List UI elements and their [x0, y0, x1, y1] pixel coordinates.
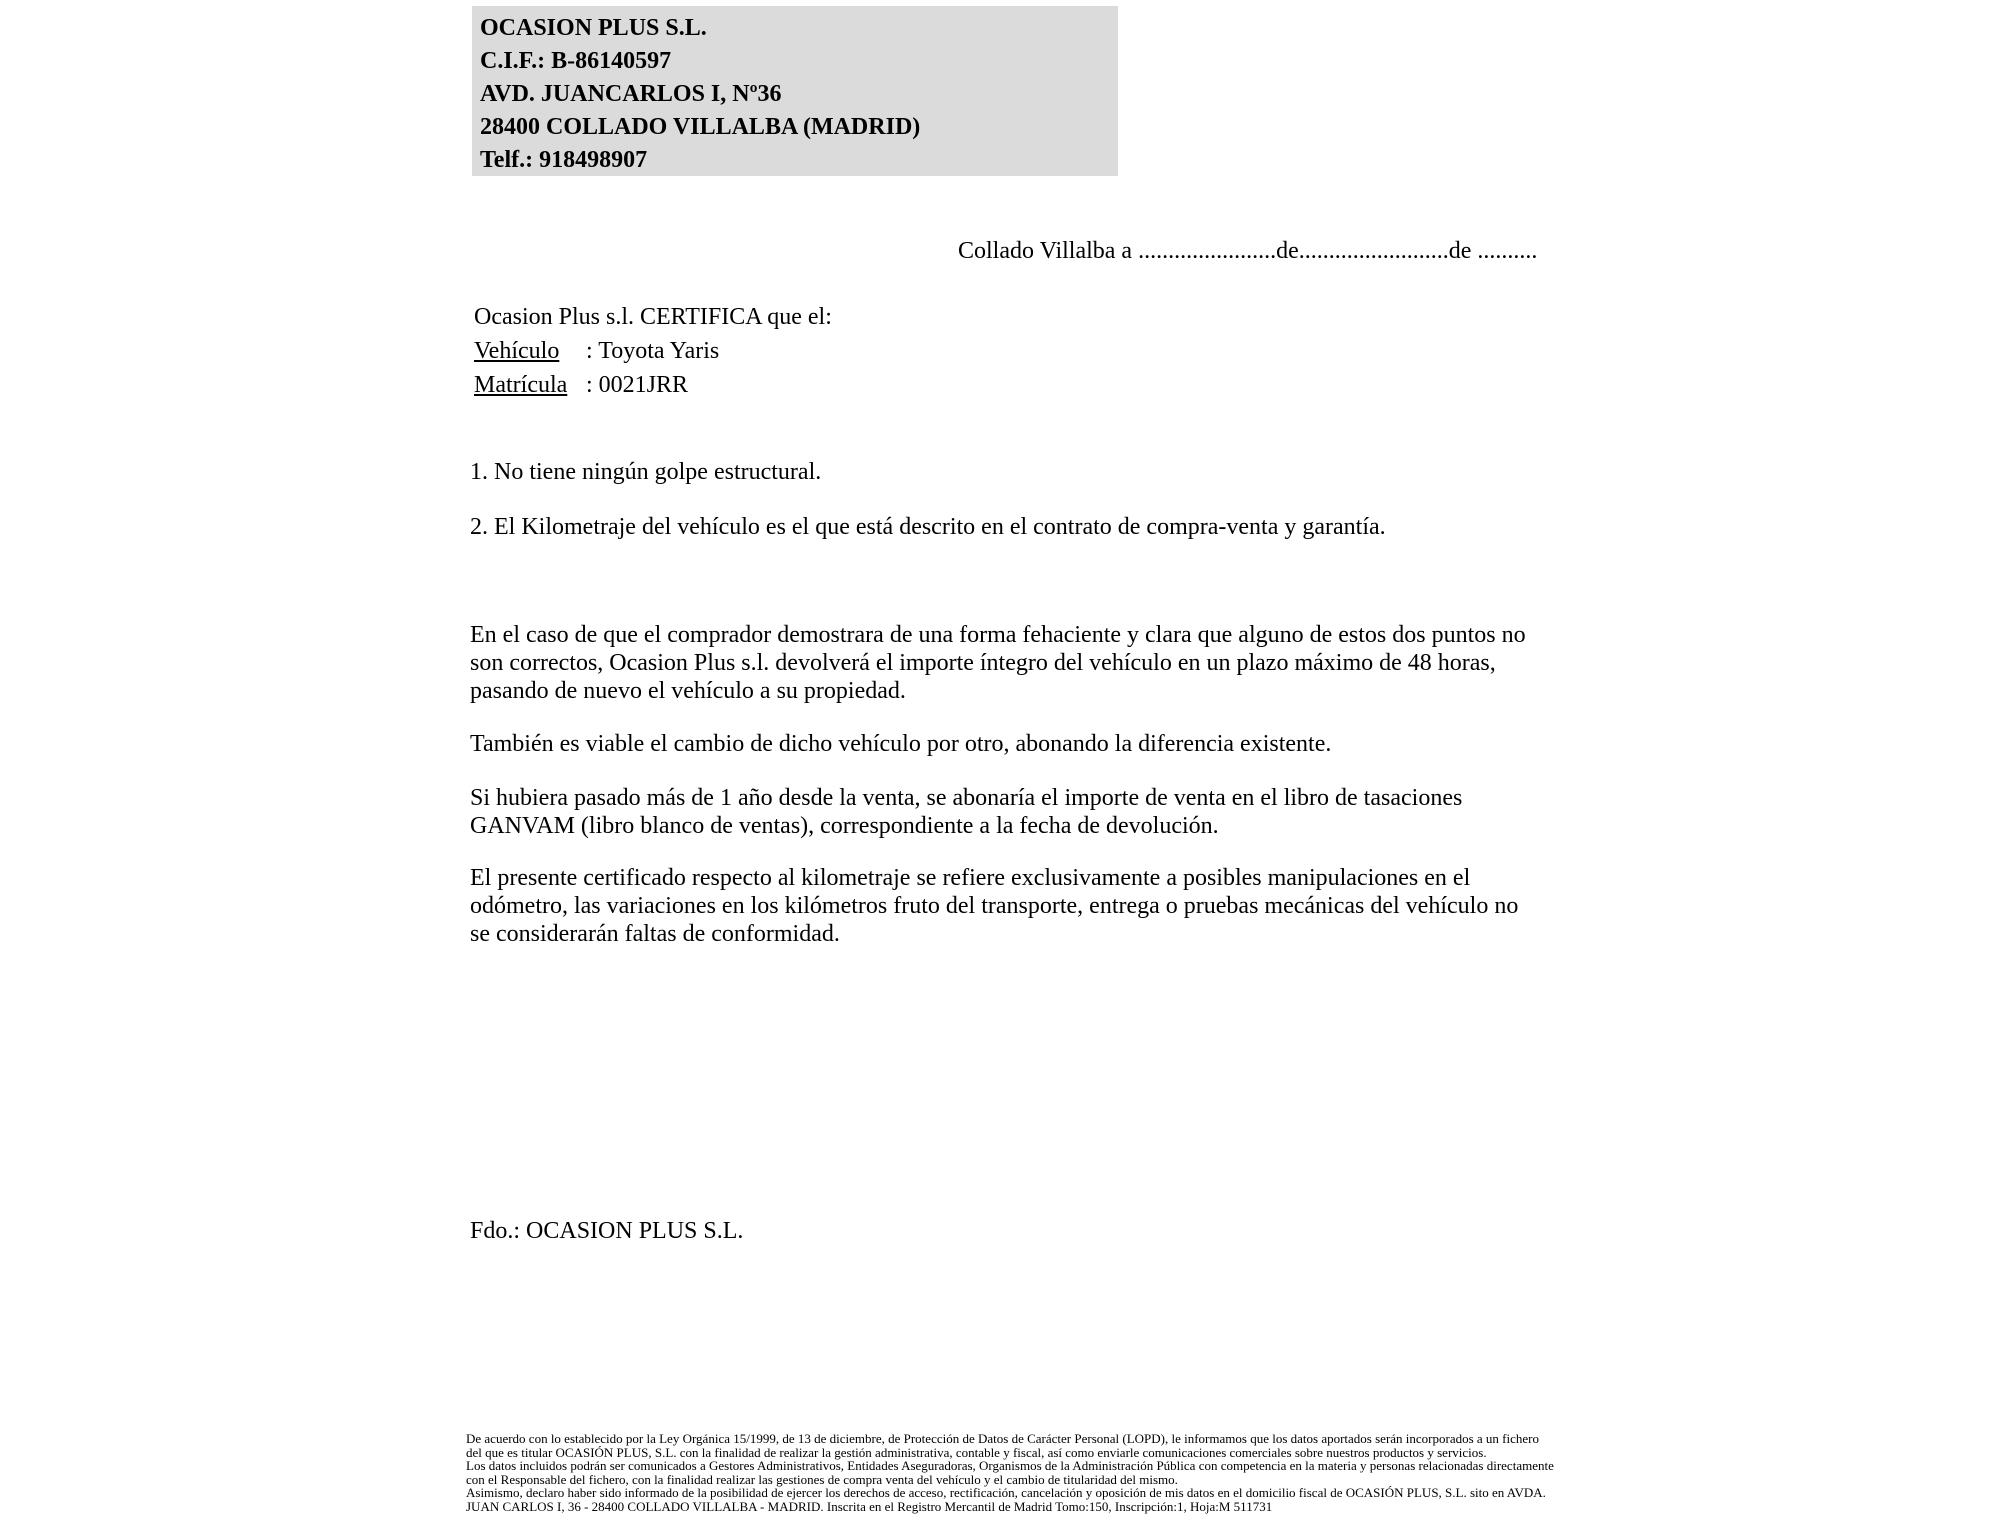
certified-point-1: 1. No tiene ningún golpe estructural. [470, 459, 822, 485]
certify-block [474, 300, 832, 402]
company-phone: Telf.: 918498907 [480, 147, 648, 173]
certified-point-2: 2. El Kilometraje del vehículo es el que está descrito en el contrato de compra-venta y garantía. [470, 514, 1386, 540]
date-line: Collado Villalba a .......................de.........................de .......... [958, 238, 1538, 264]
paragraph-ganvam-valuation: Si hubiera pasado más de 1 año desde la venta, se abonaría el importe de venta en el libro de tasaciones GANVAM (libro blanco de ventas), correspondiente a la fecha de devolución. [470, 785, 1463, 839]
paragraph-odometer-disclaimer: El presente certificado respecto al kilometraje se refiere exclusivamente a posibles manipulaciones en el odómetro, las variaciones en los kilómetros fruto del transporte, entrega o pruebas mecánicas del vehículo no se considerarán faltas de conformidad. [470, 865, 1519, 947]
plate-label: Matrícula [474, 372, 568, 398]
footer-data-sharing-paragraph: Los datos incluidos podrán ser comunicados a Gestores Administrativos, Entidades Aseguradoras, Organismos de la Administración Pública con competencia en la materia y personas relacionadas directamente con el Responsable del fichero, con la finalidad realizar las gestiones de compra venta del vehículo y el cambio de titularidad del mismo. [466, 1458, 1554, 1487]
company-name: OCASION PLUS S.L. [480, 15, 707, 41]
vehicle-value: : Toyota Yaris [586, 338, 720, 364]
legal-footer [466, 1432, 1558, 1513]
plate-value: : 0021JRR [586, 372, 689, 398]
company-header-box [472, 6, 1118, 176]
company-cif: C.I.F.: B-86140597 [480, 48, 672, 74]
certify-intro: Ocasion Plus s.l. CERTIFICA que el: [474, 304, 832, 330]
company-address: AVD. JUANCARLOS I, Nº36 [480, 81, 782, 107]
paragraph-exchange-option: También es viable el cambio de dicho vehículo por otro, abonando la diferencia existente. [470, 731, 1332, 757]
signature-line: Fdo.: OCASION PLUS S.L. [470, 1218, 744, 1244]
paragraph-refund-terms: En el caso de que el comprador demostrara de una forma fehaciente y clara que alguno de estos dos puntos no son correctos, Ocasion Plus s.l. devolverá el importe íntegro del vehículo en un plazo máximo de 48 horas, pasando de nuevo el vehículo a su propiedad. [470, 622, 1526, 704]
company-city: 28400 COLLADO VILLALBA (MADRID) [480, 114, 921, 140]
vehicle-label: Vehículo [474, 338, 560, 364]
vehicle-row [474, 334, 832, 368]
footer-rights-paragraph: Asimismo, declaro haber sido informado de la posibilidad de ejercer los derechos de acceso, rectificación, cancelación y oposición de mis datos en el domicilio fiscal de OCASIÓN PLUS, S.L. sito en AVDA. JUAN CARLOS I, 36 - 28400 COLLADO VILLALBA - MADRID. Inscrita en el Registro Mercantil de Madrid Tomo:150, Inscripción:1, Hoja:M 511731 [466, 1485, 1546, 1514]
plate-row [474, 368, 832, 402]
footer-lopd-paragraph: De acuerdo con lo establecido por la Ley Orgánica 15/1999, de 13 de diciembre, de Protección de Datos de Carácter Personal (LOPD), le informamos que los datos aportados serán incorporados a un fichero del que es titular OCASIÓN PLUS, S.L. con la finalidad de realizar la gestión administrativa, contable y fiscal, así como enviarle comunicaciones comerciales sobre nuestros productos y servicios. [466, 1431, 1539, 1460]
